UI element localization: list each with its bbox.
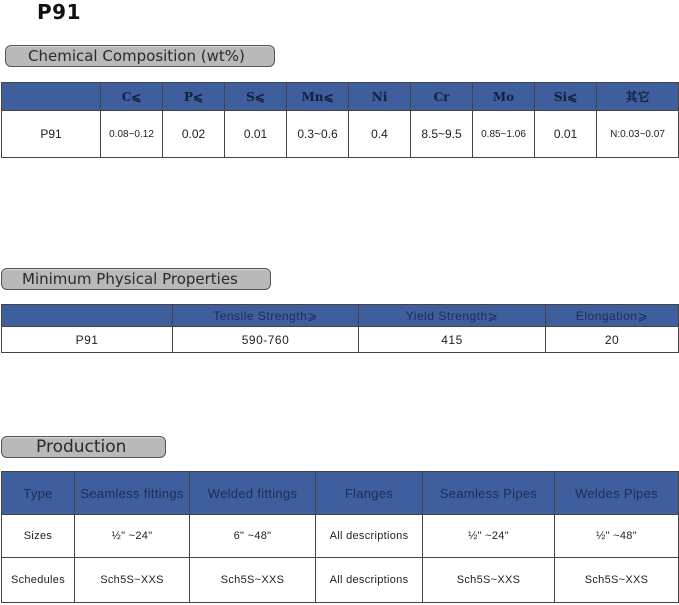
chem-cell-other: N:0.03~0.07 xyxy=(597,111,679,158)
prod-cell-schedules-welded-fittings: Sch5S~XXS xyxy=(190,558,316,603)
phys-header-tensile: Tensile Strength⩾ xyxy=(173,305,359,327)
chem-cell-mn: 0.3~0.6 xyxy=(287,111,349,158)
production-table xyxy=(1,471,679,603)
page-title: P91 xyxy=(37,0,81,24)
chem-header-ni: Ni xyxy=(349,83,411,111)
prod-header-weldes-pipes: Weldes Pipes xyxy=(555,472,679,515)
chem-header-cr: Cr xyxy=(411,83,473,111)
chem-cell-mo: 0.85~1.06 xyxy=(473,111,535,158)
chem-header-other: 其它 xyxy=(597,83,679,111)
prod-cell-sizes-seamless-fittings: ½" ~24" xyxy=(75,515,190,558)
prod-header-welded-fittings: Welded fittings xyxy=(190,472,316,515)
chem-header-mo: Mo xyxy=(473,83,535,111)
chemical-section-title xyxy=(5,45,275,67)
table-row xyxy=(2,558,679,603)
prod-cell-schedules-seamless-fittings: Sch5S~XXS xyxy=(75,558,190,603)
chemical-composition-table xyxy=(1,82,679,158)
chemical-section-title-text: Chemical Composition (wt%) xyxy=(28,47,245,65)
prod-header-seamless-fittings: Seamless fittings xyxy=(75,472,190,515)
prod-header-seamless-pipes: Seamless Pipes xyxy=(423,472,555,515)
prod-cell-schedules-flanges: All descriptions xyxy=(316,558,423,603)
prod-cell-sizes-label: Sizes xyxy=(2,515,75,558)
prod-cell-schedules-seamless-pipes: Sch5S~XXS xyxy=(423,558,555,603)
prod-cell-schedules-label: Schedules xyxy=(2,558,75,603)
table-row xyxy=(2,515,679,558)
phys-cell-grade: P91 xyxy=(2,327,173,353)
chem-header-si: Si⩽ xyxy=(535,83,597,111)
chem-cell-si: 0.01 xyxy=(535,111,597,158)
chem-cell-c: 0.08~0.12 xyxy=(101,111,163,158)
chem-header-blank xyxy=(2,83,101,111)
phys-header-blank xyxy=(2,305,173,327)
phys-header-elongation: Elongation⩾ xyxy=(546,305,679,327)
prod-cell-schedules-weldes-pipes: Sch5S~XXS xyxy=(555,558,679,603)
physical-properties-table xyxy=(1,304,679,353)
prod-header-flanges: Flanges xyxy=(316,472,423,515)
prod-cell-sizes-weldes-pipes: ½" ~48" xyxy=(555,515,679,558)
production-section-title xyxy=(1,436,166,458)
table-row xyxy=(2,327,679,353)
phys-header-yield: Yield Strength⩾ xyxy=(359,305,546,327)
chem-header-mn: Mn⩽ xyxy=(287,83,349,111)
chem-header-s: S⩽ xyxy=(225,83,287,111)
chem-cell-s: 0.01 xyxy=(225,111,287,158)
chem-header-c: C⩽ xyxy=(101,83,163,111)
physical-section-title-text: Minimum Physical Properties xyxy=(22,270,238,288)
prod-header-type: Type xyxy=(2,472,75,515)
chem-cell-p: 0.02 xyxy=(163,111,225,158)
phys-cell-yield: 415 xyxy=(359,327,546,353)
chem-cell-ni: 0.4 xyxy=(349,111,411,158)
production-section-title-text: Production xyxy=(36,437,127,457)
phys-cell-tensile: 590-760 xyxy=(173,327,359,353)
chem-header-p: P⩽ xyxy=(163,83,225,111)
prod-cell-sizes-flanges: All descriptions xyxy=(316,515,423,558)
prod-cell-sizes-welded-fittings: 6" ~48" xyxy=(190,515,316,558)
prod-cell-sizes-seamless-pipes: ½" ~24" xyxy=(423,515,555,558)
table-row xyxy=(2,111,679,158)
chem-cell-grade: P91 xyxy=(2,111,101,158)
phys-cell-elongation: 20 xyxy=(546,327,679,353)
chem-cell-cr: 8.5~9.5 xyxy=(411,111,473,158)
physical-section-title xyxy=(1,268,271,290)
